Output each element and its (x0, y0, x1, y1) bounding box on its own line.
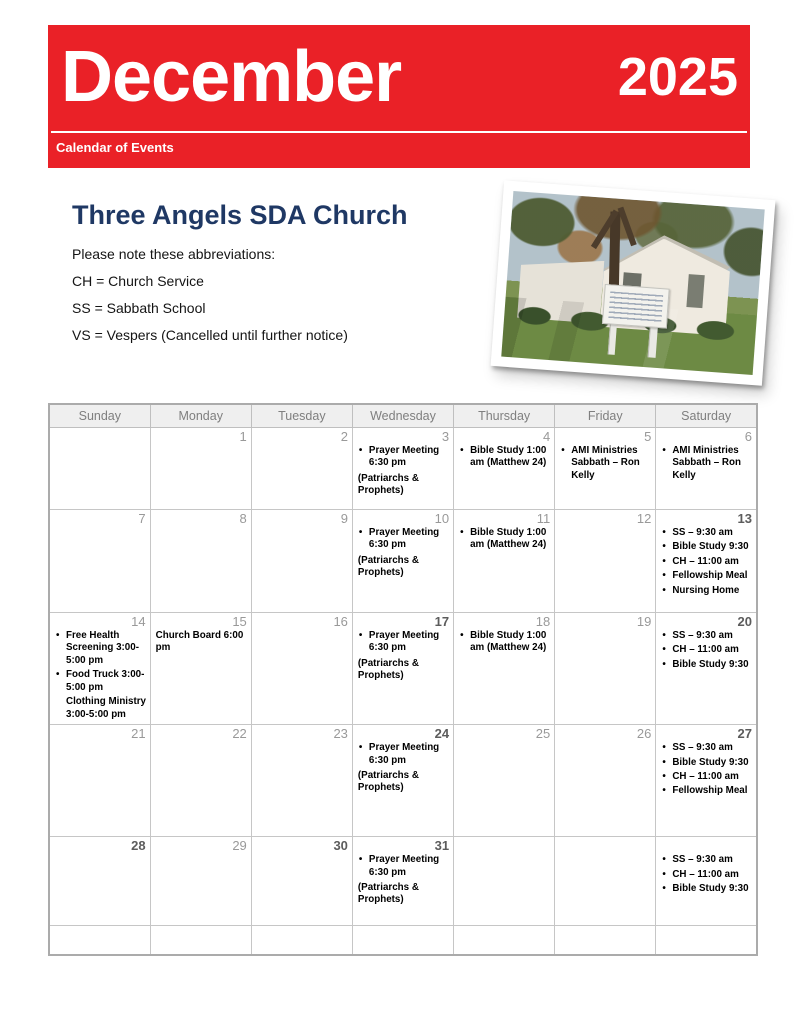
day-number: 1 (239, 429, 247, 444)
day-number: 24 (434, 726, 450, 742)
event-text: Clothing Ministry 3:00-5:00 pm (66, 696, 147, 720)
event-item (660, 541, 753, 553)
event-item (458, 445, 551, 470)
calendar-cell-25 (454, 725, 555, 837)
day-number: 26 (636, 726, 652, 742)
calendar-cell-20 (656, 613, 757, 725)
month-banner (48, 25, 750, 168)
event-text: Bible Study 1:00 am (Matthew 24) (470, 527, 547, 551)
event-text: Bible Study 9:30 (672, 658, 749, 670)
event-item (660, 883, 753, 895)
bullet-icon: • (358, 445, 363, 456)
event-text: Food Truck 3:00-5:00 pm (66, 669, 145, 693)
calendar-cell-4 (454, 428, 555, 510)
calendar-cell-14 (49, 613, 150, 725)
weekday-header-tuesday: Tuesday (251, 404, 352, 428)
day-number: 11 (536, 511, 551, 526)
calendar-cell-empty (454, 926, 555, 956)
event-text: Church Board 6:00 pm (155, 630, 244, 654)
event-item (660, 585, 753, 597)
bullet-icon: • (662, 742, 666, 754)
day-number: 3 (441, 429, 450, 444)
calendar-cell-30 (251, 837, 352, 926)
event-list (657, 527, 755, 597)
event-list (152, 630, 250, 655)
event-item (357, 630, 450, 655)
day-number: 14 (131, 614, 146, 629)
event-list (657, 854, 755, 895)
weekday-row (49, 404, 757, 428)
event-list (455, 630, 553, 655)
event-text: AMI Ministries Sabbath – Ron Kelly (672, 445, 741, 481)
calendar-week-row-4 (49, 725, 757, 837)
event-text: CH – 11:00 am (672, 644, 739, 656)
event-text: Prayer Meeting 6:30 pm (368, 854, 440, 878)
calendar-cell-1 (150, 428, 251, 510)
event-item (660, 757, 753, 769)
calendar-week-row-3 (49, 613, 757, 725)
event-item (357, 527, 450, 552)
event-list (354, 854, 452, 907)
weekday-header-sunday: Sunday (49, 404, 150, 428)
intro-section (72, 200, 492, 355)
abbreviation-vs: VS = Vespers (Cancelled until further notice) (72, 327, 348, 343)
event-item (54, 696, 147, 721)
event-item (357, 473, 450, 498)
event-item (660, 785, 753, 797)
event-text: Bible Study 1:00 am (Matthew 24) (470, 445, 547, 469)
day-number: 28 (131, 838, 146, 854)
church-sign (602, 284, 670, 329)
bullet-icon: • (662, 527, 666, 538)
day-number: 8 (239, 511, 247, 526)
event-list (556, 445, 654, 482)
bullet-icon: • (460, 445, 464, 456)
day-number: 7 (138, 511, 146, 526)
bullet-icon: • (662, 570, 666, 582)
event-item (357, 854, 450, 879)
calendar-cell-empty (49, 926, 150, 956)
church-sign-text (609, 291, 664, 323)
event-text: SS – 9:30 am (672, 527, 733, 538)
abbreviation-ss: SS = Sabbath School (72, 300, 206, 316)
bullet-icon: • (662, 756, 666, 768)
event-text: (Patriarchs & Prophets) (357, 769, 419, 794)
calendar-table (48, 403, 758, 956)
calendar-cell-17 (352, 613, 453, 725)
year-title: 2025 (617, 47, 738, 107)
event-text: Prayer Meeting 6:30 pm (368, 742, 440, 766)
event-item (357, 658, 450, 683)
calendar-cell-empty (555, 926, 656, 956)
event-item (660, 659, 753, 671)
calendar-cell-10 (352, 510, 453, 613)
calendar-cell-27 (656, 725, 757, 837)
bullet-icon: • (358, 742, 363, 754)
event-item (357, 882, 450, 907)
bullet-icon: • (662, 854, 666, 866)
calendar-cell-empty (656, 926, 757, 956)
calendar-cell-28 (49, 837, 150, 926)
day-number: 4 (542, 429, 551, 444)
event-item (660, 527, 753, 539)
event-text: (Patriarchs & Prophets) (357, 881, 419, 906)
banner-subtitle: Calendar of Events (56, 140, 174, 155)
day-number: 17 (434, 614, 450, 629)
event-text: Bible Study 9:30 (672, 882, 749, 894)
calendar-week-row-2 (49, 510, 757, 613)
calendar-cell-5 (555, 428, 656, 510)
day-number: 18 (535, 614, 551, 629)
day-number: 22 (232, 726, 247, 742)
weekday-header-saturday: Saturday (656, 404, 757, 428)
calendar-week-row-1 (49, 428, 757, 510)
day-number: 30 (333, 838, 348, 854)
event-text: Prayer Meeting 6:30 pm (368, 445, 440, 469)
event-item (660, 570, 753, 582)
event-item (357, 742, 450, 767)
event-item (660, 854, 753, 866)
bullet-icon: • (662, 770, 666, 782)
calendar-cell-7 (49, 510, 150, 613)
event-item (660, 644, 753, 656)
day-number: 21 (131, 726, 146, 742)
event-text: Bible Study 9:30 (672, 756, 749, 768)
calendar-cell-empty (49, 428, 150, 510)
calendar-cell-18 (454, 613, 555, 725)
bullet-icon: • (662, 555, 666, 567)
day-number: 16 (333, 614, 348, 629)
calendar-cell-26 (555, 725, 656, 837)
day-number: 2 (340, 429, 348, 444)
event-list (354, 445, 452, 498)
calendar-week-row-5 (49, 837, 757, 926)
calendar-cell-16 (251, 613, 352, 725)
bullet-icon: • (358, 527, 363, 538)
day-number: 31 (434, 838, 450, 854)
banner-title-row (48, 25, 750, 127)
event-item (458, 630, 551, 655)
calendar-cell-empty (352, 926, 453, 956)
calendar-cell-21 (49, 725, 150, 837)
event-text: SS – 9:30 am (672, 630, 733, 641)
event-item (357, 770, 450, 795)
event-item (660, 445, 753, 482)
event-text: AMI Ministries Sabbath – Ron Kelly (571, 445, 640, 481)
event-item (54, 669, 147, 694)
abbreviations-note: Please note these abbreviations: (72, 246, 276, 262)
event-list (657, 630, 755, 671)
calendar-cell-29 (150, 837, 251, 926)
bullet-icon: • (56, 630, 60, 641)
calendar-cell-19 (555, 613, 656, 725)
calendar-cell-9 (251, 510, 352, 613)
day-number: 10 (434, 511, 450, 526)
calendar-cell-31 (352, 837, 453, 926)
event-item (660, 869, 753, 881)
day-number: 23 (333, 726, 348, 742)
day-number: 13 (737, 511, 752, 526)
event-list (455, 445, 553, 470)
day-number: 19 (636, 614, 652, 629)
event-item (660, 742, 753, 754)
event-item (357, 555, 450, 580)
event-text: SS – 9:30 am (672, 854, 733, 866)
event-text: Fellowship Meal (672, 785, 748, 797)
event-text: Prayer Meeting 6:30 pm (368, 630, 440, 654)
weekday-header-thursday: Thursday (454, 404, 555, 428)
event-list (455, 527, 553, 552)
calendar-cell-8 (150, 510, 251, 613)
bullet-icon: • (662, 630, 666, 641)
weekday-header-friday: Friday (555, 404, 656, 428)
bullet-icon: • (358, 854, 363, 866)
church-title: Three Angels SDA Church (72, 200, 408, 230)
event-item (155, 630, 248, 655)
day-number: 6 (744, 429, 752, 444)
calendar-cell-23 (251, 725, 352, 837)
bullet-icon: • (460, 527, 464, 538)
church-photo-scene (501, 191, 764, 375)
event-item (660, 556, 753, 568)
calendar-cell-3 (352, 428, 453, 510)
event-item (357, 445, 450, 470)
event-text: Bible Study 1:00 am (Matthew 24) (470, 630, 547, 654)
bullet-icon: • (358, 630, 363, 641)
event-list (51, 630, 149, 721)
event-text: Fellowship Meal (672, 570, 748, 582)
month-title: December (61, 37, 402, 117)
calendar-cell-12 (555, 510, 656, 613)
church-photo (491, 180, 776, 385)
event-item (458, 527, 551, 552)
church-window (687, 274, 704, 308)
calendar-cell-24 (352, 725, 453, 837)
event-text: Free Health Screening 3:00-5:00 pm (66, 630, 139, 666)
day-number: 25 (535, 726, 551, 742)
event-text: SS – 9:30 am (672, 742, 733, 754)
calendar-cell-empty (555, 837, 656, 926)
event-item (660, 771, 753, 783)
day-number: 20 (737, 614, 752, 629)
bullet-icon: • (662, 584, 666, 596)
calendar-week-row-6 (49, 926, 757, 956)
calendar-cell-6 (656, 428, 757, 510)
event-item (660, 630, 753, 642)
event-text: (Patriarchs & Prophets) (357, 657, 419, 682)
calendar-cell-22 (150, 725, 251, 837)
day-number: 9 (340, 511, 348, 526)
calendar-weekday-header (49, 404, 757, 428)
event-item (54, 630, 147, 667)
calendar-cell-empty (656, 837, 757, 926)
calendar-cell-15 (150, 613, 251, 725)
calendar-cell-empty (251, 926, 352, 956)
event-text: CH – 11:00 am (672, 555, 739, 567)
day-number: 15 (232, 614, 247, 629)
bullet-icon: • (662, 882, 666, 894)
bullet-icon: • (561, 445, 565, 456)
bullet-icon: • (56, 669, 60, 681)
day-number: 12 (636, 511, 652, 526)
event-list (657, 742, 755, 798)
bullet-icon: • (662, 785, 666, 797)
day-number: 29 (232, 838, 247, 854)
calendar-cell-11 (454, 510, 555, 613)
event-text: CH – 11:00 am (672, 868, 739, 880)
event-text: Prayer Meeting 6:30 pm (368, 527, 440, 551)
calendar-cell-empty (150, 926, 251, 956)
calendar-cell-empty (454, 837, 555, 926)
calendar-cell-2 (251, 428, 352, 510)
event-item (559, 445, 652, 482)
event-text: (Patriarchs & Prophets) (357, 554, 419, 579)
event-text: Bible Study 9:30 (672, 541, 749, 553)
bullet-icon: • (460, 630, 464, 641)
event-list (354, 630, 452, 683)
bullet-icon: • (662, 868, 666, 880)
day-number: 5 (644, 429, 652, 444)
calendar-body (49, 428, 757, 956)
bullet-icon: • (662, 541, 666, 553)
event-text: CH – 11:00 am (672, 770, 739, 782)
weekday-header-wednesday: Wednesday (352, 404, 453, 428)
event-list (354, 742, 452, 795)
event-text: (Patriarchs & Prophets) (357, 472, 419, 497)
event-list (657, 445, 755, 482)
event-list (354, 527, 452, 580)
bullet-icon: • (662, 445, 666, 456)
event-text: Nursing Home (672, 584, 740, 596)
day-number: 27 (737, 726, 752, 742)
bullet-icon: • (662, 658, 666, 670)
abbreviation-ch: CH = Church Service (72, 273, 204, 289)
weekday-header-monday: Monday (150, 404, 251, 428)
bullet-icon: • (662, 644, 666, 656)
calendar-cell-13 (656, 510, 757, 613)
